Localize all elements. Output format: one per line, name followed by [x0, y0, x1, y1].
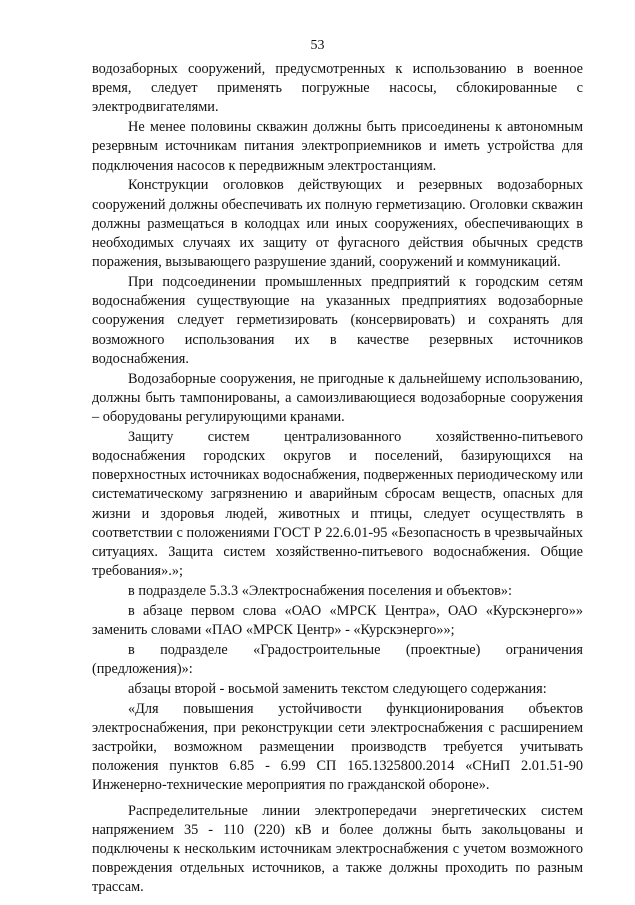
paragraph-wellhead-sealing: Конструкции оголовков действующих и резервных водозаборных сооружений должны обеспечивать их полную герметизацию. Оголовки скважин должны размещаться в колодцах или иных сооружениях, обеспечивающих в необходимых случаях их защиту от фугасного действия обычных средств поражения, вызывающего разрушение зданий, сооружений и коммуникаций.	[92, 177, 583, 271]
body-text	[92, 60, 583, 898]
paragraph-wells-backup-power: Не менее половины скважин должны быть присоединены к автономным резервным источникам питания электроприемников и иметь устройства для подключения насосов к передвижным электростанциям.	[92, 119, 583, 174]
paragraph-power-stability: «Для повышения устойчивости функционирования объектов электроснабжения, при реконструкции сети электроснабжения с расширением застройки, возможном размещении производств требуется учитывать положения пунктов 6.85 - 6.99 СП 165.1325800.2014 «СНиП 2.01.51-90 Инженерно-технические мероприятия по гражданской обороне».	[92, 700, 583, 794]
paragraph-replace-text: абзацы второй - восьмой заменить текстом следующего содержания:	[128, 680, 547, 697]
paragraph-subsection-533: в подразделе 5.3.3 «Электроснабжения поселения и объектов»:	[128, 583, 512, 600]
paragraph-distribution-lines: Распределительные линии электропередачи энергетических систем напряжением 35 - 110 (220) кВ и более должны быть закольцованы и подключены к нескольким источникам электроснабжения с учетом возможного повреждения отдельных источников, а также должны проходить по разным трассам.	[92, 802, 583, 896]
paragraph-water-protection: Защиту систем централизованного хозяйственно-питьевого водоснабжения городских округов и поселений, базирующихся на поверхностных источниках водоснабжения, подверженных периодическому или систематическому загрязнению и аварийным сбросам веществ, опасных для жизни и здоровья людей, животных и птицы, следует осуществлять в соответствии с положениями ГОСТ Р 22.6.01-95 «Безопасность в чрезвычайных ситуациях. Защита систем хозяйственно-питьевого водоснабжения. Общие требования».»;	[92, 428, 583, 580]
paragraph-urban-planning-subsection: в подразделе «Градостроительные (проектные) ограничения (предложения)»:	[92, 641, 583, 678]
page-number: 53	[310, 38, 325, 53]
paragraph-industrial-connection: При подсоединении промышленных предприятий к городским сетям водоснабжения существующие на указанных предприятиях водозаборные сооружения следует герметизировать (консервировать) и сохранять для возможного использования их в качестве резервных источников водоснабжения.	[92, 274, 583, 367]
paragraph-continuation: водозаборных сооружений, предусмотренных к использованию в военное время, следует применять погружные насосы, сблокированные с электродвигателями.	[92, 61, 583, 116]
paragraph-unsuitable-facilities: Водозаборные сооружения, не пригодные к дальнейшему использованию, должны быть тампонированы, а самоизливающиеся водозаборные сооружения – оборудованы регулирующими кранами.	[92, 370, 583, 426]
paragraph-first-indent-replacement: в абзаце первом слова «ОАО «МРСК Центра», ОАО «Курскэнерго»» заменить словами «ПАО «МРСК Центр» - «Курскэнерго»»;	[92, 602, 583, 639]
